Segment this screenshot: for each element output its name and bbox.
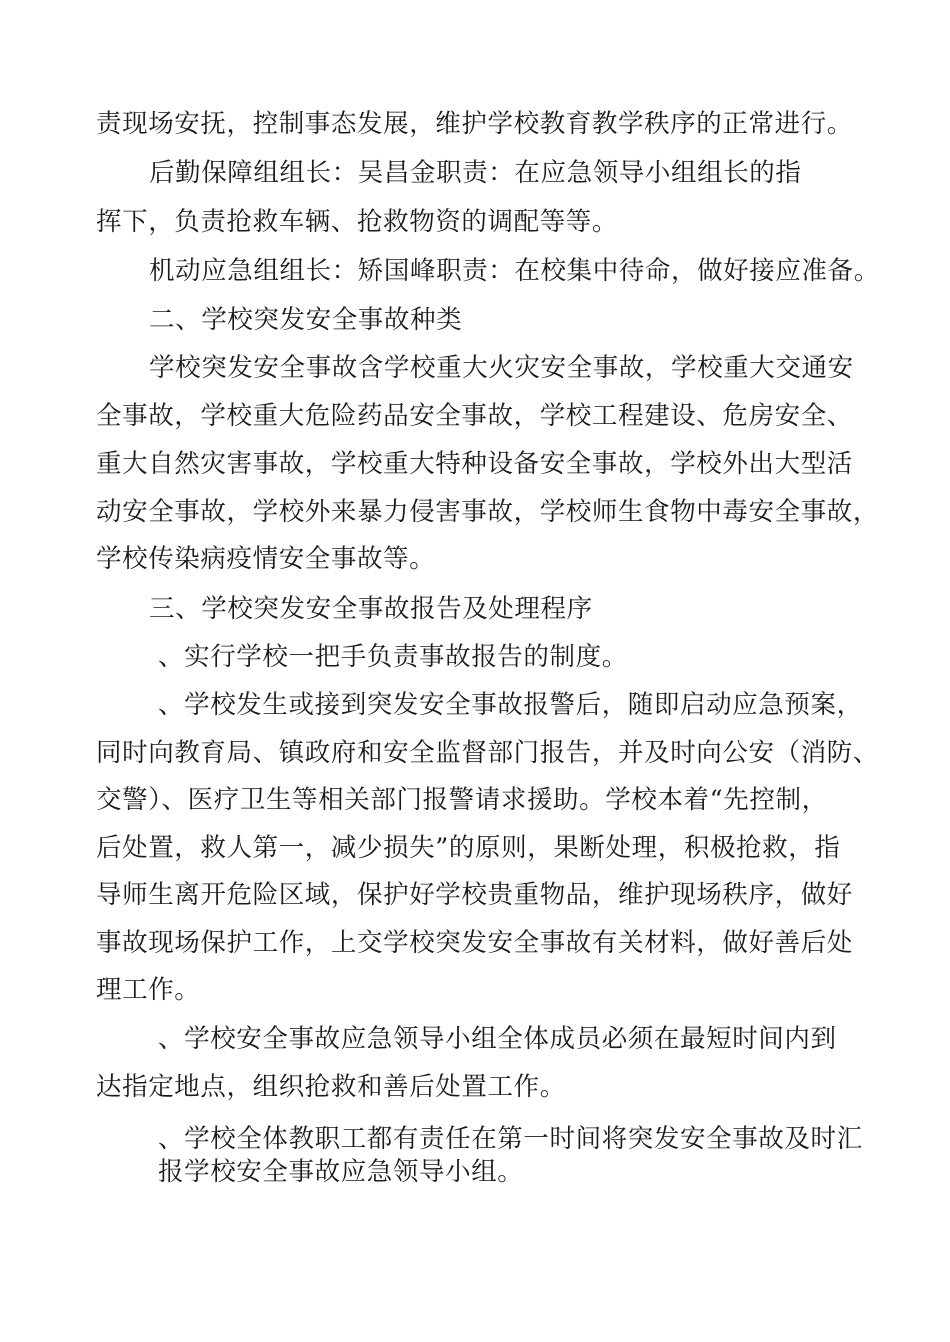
text-line: 事故现场保护工作，上交学校突发安全事故有关材料，做好善后处 [96,928,853,958]
text-line: 、实行学校一把手负责事故报告的制度。 [158,642,628,672]
text-line: 重大自然灾害事故，学校重大特种设备安全事故，学校外出大型活 [96,449,853,479]
text-line: 、学校安全事故应急领导小组全体成员必须在最短时间内到 [158,1024,837,1054]
text-line: 导师生离开危险区域，保护好学校贵重物品，维护现场秩序，做好 [96,880,853,910]
text-line: 后处置，救人第一，减少损失”的原则，果断处理，积极抢救，指 [96,833,841,863]
text-line: 同时向教育局、镇政府和安全监督部门报告，并及时向公安（消防、 [96,738,880,768]
text-line: 报学校安全事故应急领导小组。 [158,1157,524,1187]
text-line: 挥下，负责抢救车辆、抢救物资的调配等等。 [96,207,619,237]
text-line: 机动应急组组长：矫国峰职责：在校集中待命，做好接应准备。 [149,256,880,286]
text-line: 理工作。 [96,975,201,1005]
text-line: 后勤保障组组长：吴昌金职责：在应急领导小组组长的指 [149,158,802,188]
text-line: 、学校发生或接到突发安全事故报警后，随即启动应急预案， [158,690,863,720]
text-line: 交警）、医疗卫生等相关部门报警请求援助。学校本着“先控制， [96,785,828,815]
section-heading: 三、学校突发安全事故报告及处理程序 [149,594,593,624]
text-line: 动安全事故，学校外来暴力侵害事故，学校师生食物中毒安全事故， [96,497,880,527]
text-line: 全事故，学校重大危险药品安全事故，学校工程建设、危房安全、 [96,401,853,431]
text-line: 责现场安抚，控制事态发展，维护学校教育教学秩序的正常进行。 [96,109,853,139]
section-heading: 二、学校突发安全事故种类 [149,305,463,335]
text-line: 、学校全体教职工都有责任在第一时间将突发安全事故及时汇 [158,1124,863,1154]
text-line: 达指定地点，组织抢救和善后处置工作。 [96,1072,566,1102]
text-line: 学校突发安全事故含学校重大火灾安全事故，学校重大交通安 [149,353,854,383]
text-line: 学校传染病疫情安全事故等。 [96,544,436,574]
